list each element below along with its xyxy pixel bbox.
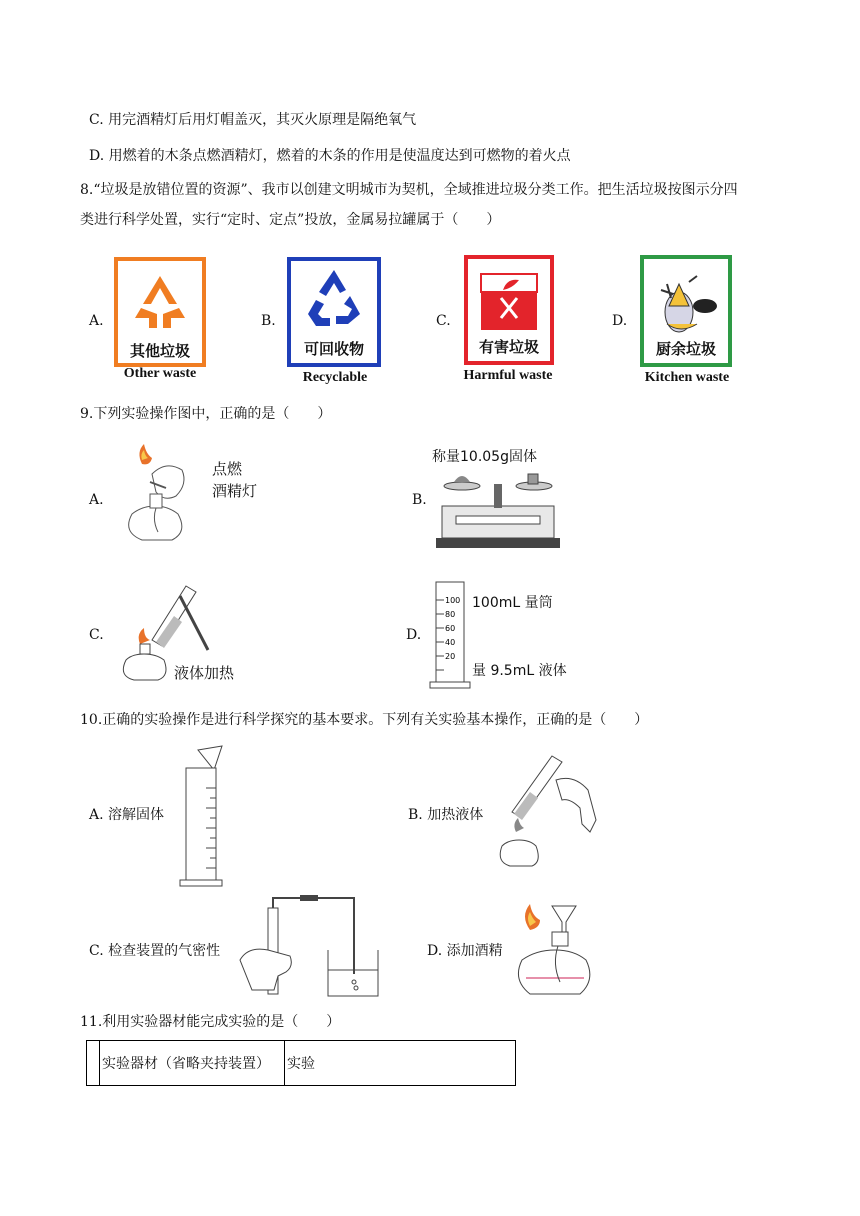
recyclable-bin-icon (286, 256, 382, 368)
tick-60: 60 (445, 624, 456, 633)
q9-b-label: 称量10.05g固体 (432, 449, 537, 465)
kitchen-waste-bin-icon (639, 254, 733, 368)
table-row (87, 1041, 516, 1086)
bin-d-text: 厨余垃圾 (655, 340, 717, 358)
q8-stem-line2: 类进行科学处置，实行“定时、定点”投放，金属易拉罐属于（ ） (80, 212, 501, 228)
tick-20: 20 (445, 652, 456, 661)
q11-table (86, 1040, 516, 1086)
q10-option-d: D. 添加酒精 (427, 943, 503, 959)
q10-stem: 10.正确的实验操作是进行科学探究的基本要求。下列有关实验基本操作，正确的是（ ） (80, 712, 649, 728)
q9-d-label-top: 100mL 量筒 (472, 595, 553, 611)
q7-option-d: D. 用燃着的木条点燃酒精灯，燃着的木条的作用是使温度达到可燃物的着火点 (89, 148, 571, 164)
dissolving-solid-cylinder-illustration (176, 744, 238, 890)
tick-80: 80 (445, 610, 456, 619)
q8-option-c-letter: C. (436, 313, 451, 329)
q9-option-c-letter: C. (89, 627, 104, 643)
q8-option-a-letter: A. (89, 313, 104, 329)
table-header-equipment: 实验器材（省略夹持装置） (100, 1041, 285, 1086)
q9-option-b-letter: B. (412, 492, 427, 508)
q9-option-a-letter: A. (89, 492, 104, 508)
q11-stem: 11.利用实验器材能完成实验的是（ ） (80, 1014, 341, 1030)
q9-stem: 9.下列实验操作图中，正确的是（ ） (80, 406, 332, 422)
q10-option-b: B. 加热液体 (408, 807, 484, 823)
bin-a-text: 其他垃圾 (129, 342, 191, 360)
q9-a-label-line2: 酒精灯 (212, 482, 258, 500)
bin-c-text: 有害垃圾 (478, 338, 540, 356)
adding-alcohol-illustration (508, 898, 592, 1000)
lighting-lamp-with-lamp-illustration (112, 444, 212, 546)
q8-option-b-letter: B. (261, 313, 276, 329)
harmful-waste-bin-icon (463, 254, 555, 366)
other-waste-bin-icon (113, 256, 207, 368)
airtightness-check-illustration (238, 894, 380, 1002)
q9-option-d-letter: D. (406, 627, 422, 643)
graduated-cylinder-illustration (428, 580, 472, 692)
q9-a-label-line1: 点燃 (212, 460, 243, 478)
table-header-experiment: 实验 (285, 1041, 516, 1086)
bin-d-caption: Kitchen waste (644, 370, 730, 385)
tick-100: 100 (445, 596, 461, 605)
q8-stem-line1: 8.“垃圾是放错位置的资源”、我市以创建文明城市为契机，全域推进垃圾分类工作。把生活垃圾按图示分四 (80, 182, 738, 198)
bin-b-text: 可回收物 (303, 340, 365, 358)
bin-a-caption: Other waste (123, 366, 197, 381)
q10-option-a: A. 溶解固体 (89, 807, 165, 823)
q9-d-label-bottom: 量 9.5mL 液体 (472, 663, 567, 679)
bin-b-caption: Recyclable (302, 370, 368, 385)
q7-option-c: C. 用完酒精灯后用灯帽盖灭，其灭火原理是隔绝氧气 (89, 112, 417, 128)
tick-40: 40 (445, 638, 456, 647)
bin-c-caption: Harmful waste (463, 368, 553, 383)
q10-option-c: C. 检查装置的气密性 (89, 943, 221, 959)
q8-option-d-letter: D. (612, 313, 628, 329)
q9-c-label: 液体加热 (174, 664, 235, 682)
balance-scale-illustration (436, 466, 560, 550)
heating-liquid-test-tube-illustration (496, 750, 608, 870)
table-cell-empty (87, 1041, 100, 1086)
